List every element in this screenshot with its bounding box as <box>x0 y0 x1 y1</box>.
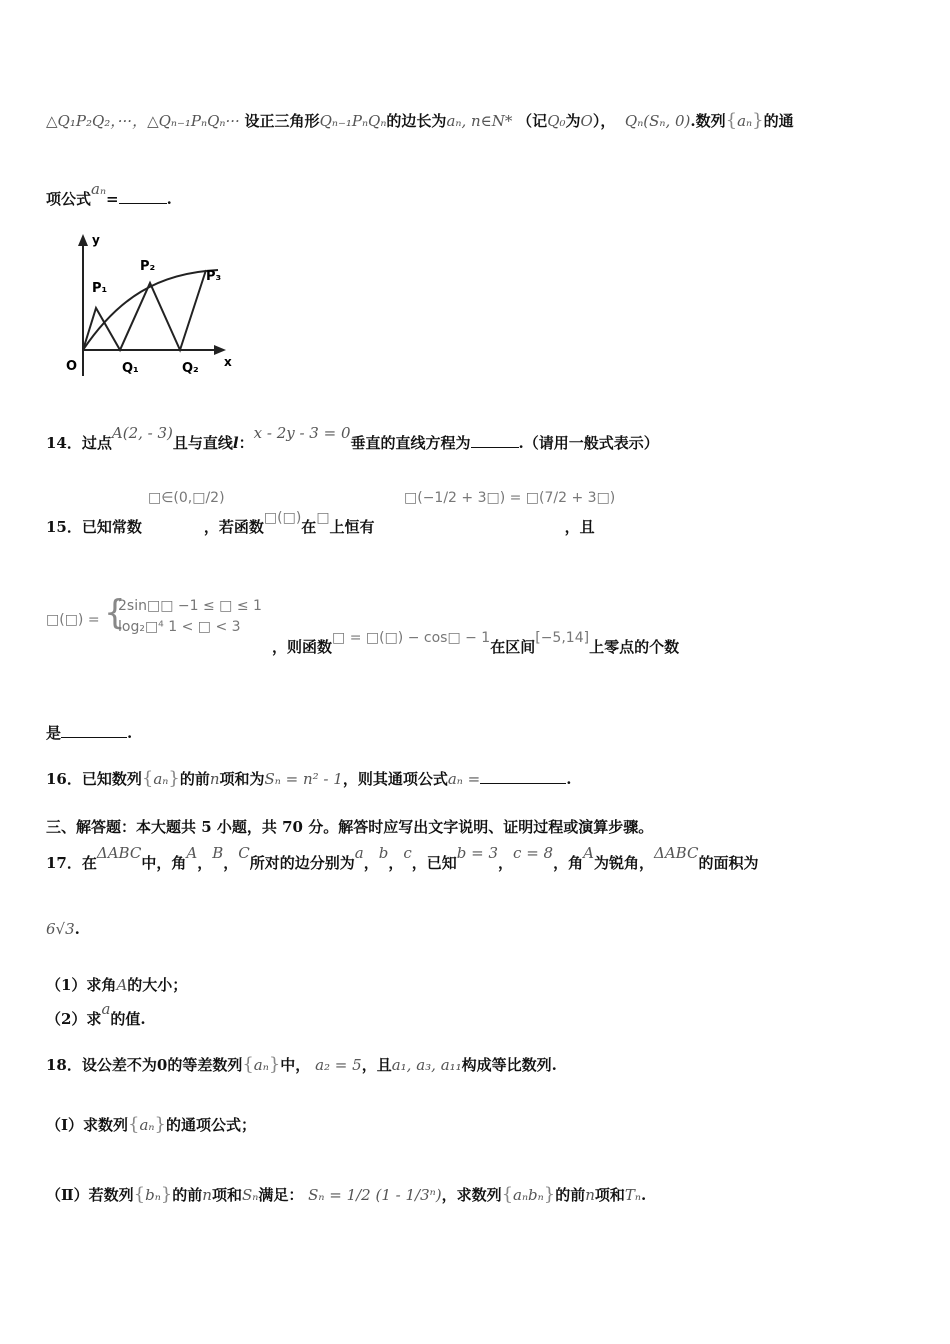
answer-blank[interactable] <box>480 769 566 784</box>
label-p1: P₁ <box>92 281 108 296</box>
answer-blank[interactable] <box>61 723 127 738</box>
line-equation: x - 2y - 3 = 0 <box>253 424 351 442</box>
answer-blank[interactable] <box>471 433 519 448</box>
q18-part2: （Ⅱ）若数列{bₙ}的前n项和Sₙ满足： Sₙ = 1/2 (1 - 1/3ⁿ)，求数列{aₙbₙ}的前n项和Tₙ. <box>46 1184 647 1205</box>
piecewise-case1: 2sin□□ −1 ≤ □ ≤ 1 <box>118 598 262 614</box>
sn-formula: Sₙ = 1/2 (1 - 1/3ⁿ) <box>308 1186 442 1204</box>
interval: [−5,14] <box>535 630 590 646</box>
piecewise-brace: { <box>104 593 126 633</box>
question-16: 16．已知数列{aₙ}的前n项和为Sₙ = n² - 1，则其通项公式aₙ = . <box>46 768 572 789</box>
sn-formula: Sₙ = n² - 1 <box>264 770 343 788</box>
x-arrow <box>214 345 226 355</box>
answer-blank[interactable] <box>119 189 167 204</box>
question-17: 17．在ΔABC中，角A，B，C所对的边分别为a，b，c，已知b = 3，c = 8，角A为锐角，ΔABC的面积为 <box>46 844 759 872</box>
identity: □(−1/2 + 3□) = □(7/2 + 3□) <box>404 490 616 506</box>
q18-part1: （Ⅰ）求数列{aₙ}的通项公式； <box>46 1114 256 1135</box>
question-15-line2: ，则函数□ = □(□) − cos□ − 1在区间[−5,14]上零点的个数 <box>272 630 680 656</box>
omega-range: □∈(0,□/2) <box>148 490 225 506</box>
label-q1: Q₁ <box>122 361 139 376</box>
side-length: aₙ, n∈N* <box>446 112 513 130</box>
label-q2: Q₂ <box>182 361 199 376</box>
point-a: A(2, - 3) <box>111 424 173 442</box>
q13-line1: △Q₁P₂Q₂，···，△Qₙ₋₁PₙQₙ··· 设正三角形Qₙ₋₁PₙQₙ的边长为aₙ, n∈N* （记Q₀为O）， Qₙ(Sₙ, 0).数列{aₙ}的通 <box>46 110 794 131</box>
q13-line2: 项公式aₙ= . <box>46 180 172 208</box>
label-y: y <box>92 233 100 247</box>
y-arrow <box>78 234 88 246</box>
triangle-figure <box>58 228 258 388</box>
qn-point: Qₙ(Sₙ, 0) <box>624 112 691 130</box>
section-3-heading: 三、解答题：本大题共 5 小题，共 70 分。解答时应写出文字说明、证明过程或演算步骤。 <box>46 818 654 836</box>
label-p2: P₂ <box>140 259 156 274</box>
triangle-sequence: △Q₁P₂Q₂，···，△Qₙ₋₁PₙQₙ··· <box>46 112 240 130</box>
question-15: 15．已知常数 ，若函数□(□)在□上恒有 ，且 <box>46 510 595 536</box>
label-p3: P₃ <box>206 269 222 284</box>
triangle-name: Qₙ₋₁PₙQₙ <box>319 112 387 130</box>
q17-area: 6√3. <box>46 920 80 938</box>
question-18: 18．设公差不为0的等差数列{aₙ}中， a₂ = 5，且a₁, a₃, a₁₁构成等比数列. <box>46 1054 557 1075</box>
label-x: x <box>224 355 232 369</box>
area-value: 6√3 <box>46 920 75 938</box>
piecewise-lhs: □(□) = <box>46 612 100 628</box>
q17-part2: （2）求a的值. <box>46 1000 146 1028</box>
label-o: O <box>66 359 78 374</box>
question-15-line3: 是 . <box>46 724 133 742</box>
q17-part1: （1）求角A的大小； <box>46 976 188 994</box>
g-definition: □ = □(□) − cos□ − 1 <box>332 630 491 646</box>
question-14: 14．过点A(2, - 3)且与直线l：x - 2y - 3 = 0垂直的直线方程为 .（请用一般式表示） <box>46 424 659 452</box>
piecewise-case2: log₂□⁴ 1 < □ < 3 <box>118 619 241 635</box>
